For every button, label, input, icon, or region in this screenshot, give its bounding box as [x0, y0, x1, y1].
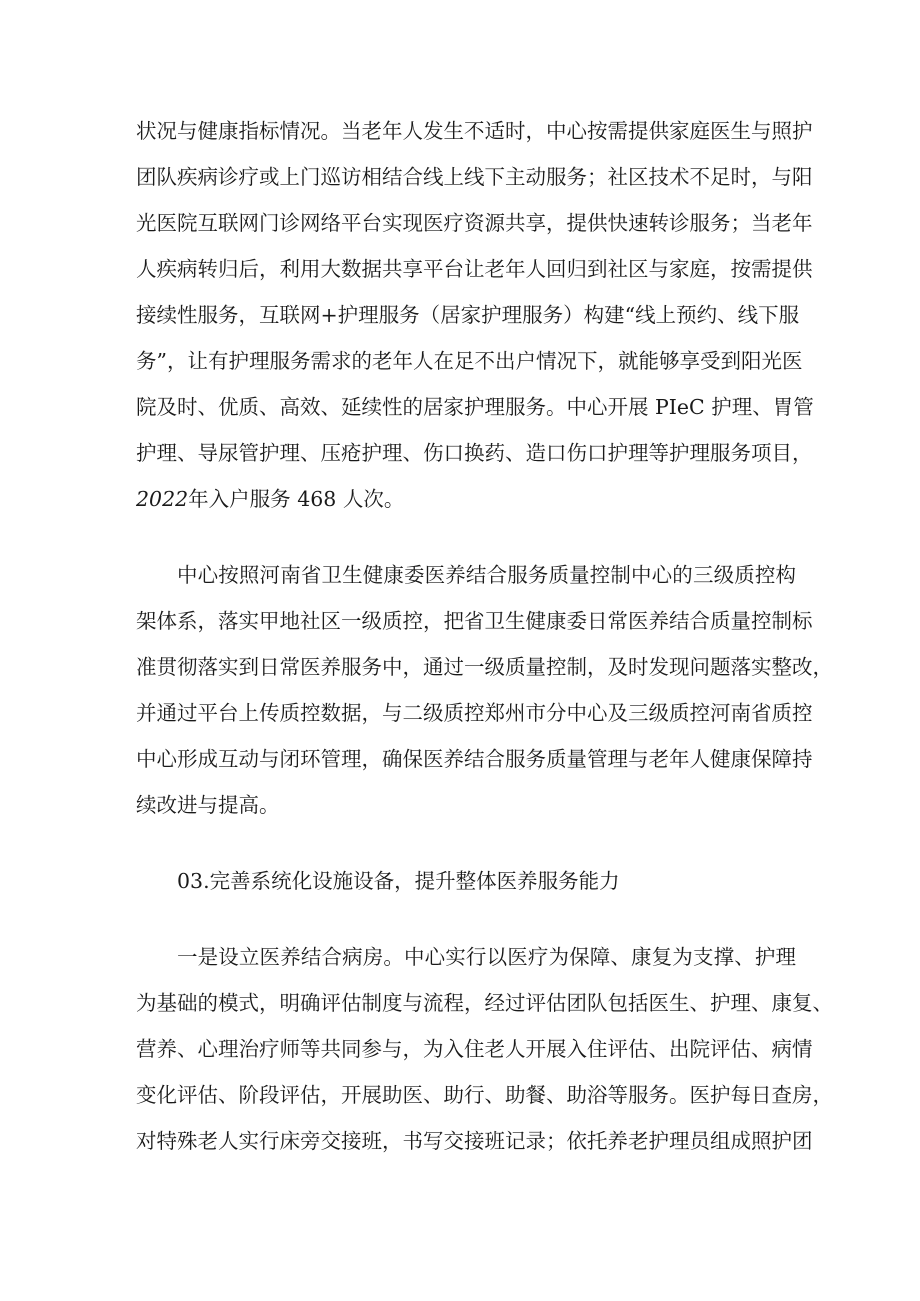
text-line: 准贯彻落实到日常医养服务中，通过一级质量控制，及时发现问题落实整改， [136, 655, 833, 679]
document-body [136, 108, 833, 1164]
text-line: 接续性服务，互联网+护理服务（居家护理服务）构建“线上预约、线下服 [136, 303, 800, 327]
text-line: 中心形成互动与闭环管理，确保医养结合服务质量管理与老年人健康保障持 [136, 747, 813, 771]
year-figure: 2022 [136, 487, 189, 511]
text-line: 一是设立医养结合病房。中心实行以医疗为保障、康复为支撑、护理 [177, 945, 796, 969]
text-line: 光医院互联网门诊网络平台实现医疗资源共享，提供快速转诊服务；当老年 [136, 211, 813, 235]
text-fragment: 年入户服务 468 人次。 [188, 487, 405, 511]
text-line [136, 476, 796, 522]
text-line: 院及时、优质、高效、延续性的居家护理服务。中心开展 PIeC 护理、胃管 [136, 395, 814, 419]
text-line: 并通过平台上传质控数据，与二级质控郑州市分中心及三级质控河南省质控 [136, 701, 813, 725]
text-line: 护理、导尿管护理、压疮护理、伤口换药、造口伤口护理等护理服务项目， [136, 441, 813, 465]
paragraph-home-care [136, 108, 814, 522]
text-line: 变化评估、阶段评估，开展助医、助行、助餐、助浴等服务。医护每日查房， [136, 1083, 833, 1107]
heading-line: 03.完善系统化设施设备，提升整体医养服务能力 [177, 869, 620, 893]
paragraph-gap [136, 522, 796, 552]
text-line: 营养、心理治疗师等共同参与，为入住老人开展入住评估、出院评估、病情 [136, 1037, 813, 1061]
text-line: 续改进与提高。 [136, 793, 280, 817]
paragraph-gap [136, 828, 796, 858]
text-line: 架体系，落实甲地社区一级质控，把省卫生健康委日常医养结合质量控制标 [136, 609, 813, 633]
text-line: 中心按照河南省卫生健康委医养结合服务质量控制中心的三级质控构 [177, 563, 796, 587]
text-line: 对特殊老人实行床旁交接班，书写交接班记录；依托养老护理员组成照护团 [136, 1129, 813, 1153]
paragraph-quality-control [136, 552, 833, 828]
text-line: 务”，让有护理服务需求的老年人在足不出户情况下，就能够享受到阳光医 [136, 349, 803, 373]
text-line: 人疾病转归后，利用大数据共享平台让老年人回归到社区与家庭，按需提供 [136, 257, 813, 281]
paragraph-ward-setup [136, 934, 833, 1164]
text-line: 状况与健康指标情况。当老年人发生不适时，中心按需提供家庭医生与照护 [136, 119, 813, 143]
text-line: 为基础的模式，明确评估制度与流程，经过评估团队包括医生、护理、康复、 [136, 991, 833, 1015]
text-line: 团队疾病诊疗或上门巡访相结合线上线下主动服务；社区技术不足时，与阳 [136, 165, 813, 189]
paragraph-gap [136, 904, 796, 934]
section-heading [136, 858, 796, 904]
